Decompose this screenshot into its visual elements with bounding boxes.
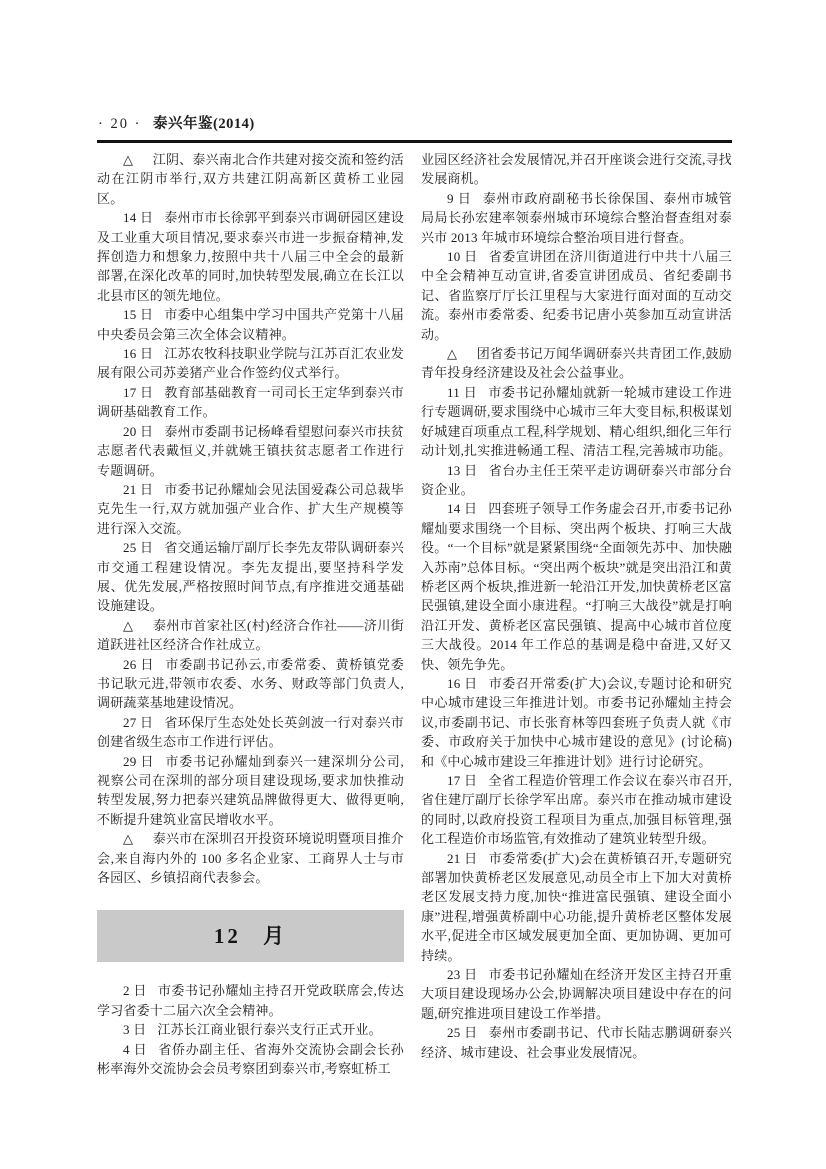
entry-text: 市委召开常委(扩大)会议,专题讨论和研究中心城市建设三年推进计划。市委书记孙耀灿主持会议,市委副书记、市长张育林等四套班子负责人就《市委、市政府关于加快中心城市建设的意见》(讨论稿)和《中心城市建设三年推进计划》进行讨论研究。 <box>421 675 732 769</box>
entry-text: 江苏长江商业银行泰兴支行正式开业。 <box>157 1022 382 1038</box>
entry-date: 25 日 <box>447 1025 478 1041</box>
entry-date: 20 日 <box>123 423 154 439</box>
chronicle-entry <box>97 1020 404 1039</box>
entry-date: 29 日 <box>123 753 155 769</box>
chronicle-entry <box>421 344 732 383</box>
chronicle-entry <box>421 771 732 849</box>
entry-text: 江阴、泰兴南北合作共建对接交流和签约活动在江阴市举行,双方共建江阴高新区黄桥工业园区。 <box>97 152 404 206</box>
entry-date: 16 日 <box>447 675 478 691</box>
chronicle-entry <box>97 616 404 655</box>
chronicle-entry <box>421 499 732 674</box>
chronicle-entry <box>97 344 404 383</box>
entry-text: 江苏农牧科技职业学院与江苏百汇农业发展有限公司苏姜猪产业合作签约仪式举行。 <box>97 346 404 381</box>
month-section-header <box>97 910 404 962</box>
header-rule <box>97 140 732 143</box>
entry-text: 教育部基础教育一司司长王定华到泰兴市调研基础教育工作。 <box>97 384 404 420</box>
entry-text: 省台办主任王荣平走访调研泰兴市部分台资企业。 <box>421 462 732 497</box>
entry-date: 17 日 <box>123 384 154 400</box>
entry-text: 市委中心组集中学习中国共产党第十八届中央委员会第三次全体会议精神。 <box>97 307 404 342</box>
entry-text: 泰州市委副书记杨峰看望慰问泰兴市扶贫志愿者代表戴恒义,并就姚王镇扶贫志愿者工作进行专题调研。 <box>97 423 404 478</box>
entry-text: 泰州市委副书记、代市长陆志鹏调研泰兴经济、城市建设、社会事业发展情况。 <box>421 1025 732 1060</box>
entry-date: △ <box>123 152 134 167</box>
entry-text: 泰州市政府副秘书长徐保国、泰州市城管局局长孙宏建率领泰州城市环境综合整治督查组对泰兴市 2013 年城市环境综合整治项目进行督查。 <box>421 190 732 245</box>
entry-date: 16 日 <box>123 346 154 362</box>
chronicle-entry <box>97 150 404 208</box>
entry-text: 省委宣讲团在济川街道进行中共十八届三中全会精神互动宣讲,省委宣讲团成员、省纪委副书记、省监察厅厅长江里程与大家进行面对面的互动交流。泰州市委常委、纪委书记唐小英参加互动宣讲活动。 <box>421 249 732 342</box>
book-title: 泰兴年鉴(2014) <box>153 116 255 132</box>
entry-date: 27 日 <box>123 714 154 730</box>
entry-text: 省交通运输厅副厅长李先友带队调研泰兴市交通工程建设情况。李先友提出,要坚持科学发展、优先发展,严格按照时间节点,有序推进交通基础设施建设。 <box>97 540 404 614</box>
entry-text: 市委常委(扩大)会在黄桥镇召开,专题研究部署加快黄桥老区发展意见,动员全市上下加大对黄桥老区发展支持力度,加快“推进富民强镇、建设全面小康”进程,增强黄桥副中心功能,提升黄桥老区整体发展水平,促进全市区域发展更加全面、更加协调、更加可持续。 <box>421 850 732 963</box>
chronicle-entry <box>97 422 404 480</box>
left-column <box>97 150 404 1078</box>
entry-text: 泰州市市长徐郭平到泰兴市调研园区建设及工业重大项目情况,要求泰兴市进一步振奋精神,发挥创造力和想象力,按照中共十八届三中全会的最新部署,在深化改革的同时,加快转型发展,确立在长江以北县市区的领先地位。 <box>97 210 404 303</box>
chronicle-entry <box>421 189 732 247</box>
entry-date: 14 日 <box>447 501 478 517</box>
chronicle-entry <box>421 247 732 344</box>
chronicle-entry <box>97 713 404 752</box>
chronicle-entry <box>97 829 404 887</box>
entry-date: 10 日 <box>447 249 478 265</box>
entry-text: 泰兴市在深圳召开投资环境说明暨项目推介会,来自海内外的 100 多名企业家、工商界人士与市各园区、乡镇招商代表参会。 <box>97 831 404 886</box>
chronicle-entry <box>97 655 404 713</box>
chronicle-entry <box>421 965 732 1023</box>
entry-date: 25 日 <box>123 540 154 556</box>
chronicle-entry <box>421 461 732 500</box>
entry-text: 市委书记孙耀灿到泰兴一建深圳分公司,视察公司在深圳的部分项目建设现场,要求加快推动转型发展,努力把泰兴建筑品牌做得更大、做得更响,不断提升建筑业富民增收水平。 <box>97 753 404 827</box>
entry-date: △ <box>123 831 134 847</box>
entry-date: △ <box>447 346 458 362</box>
chronicle-entry <box>97 981 404 1020</box>
entry-date: △ <box>123 617 134 633</box>
entry-text: 四套班子领导工作务虚会召开,市委书记孙耀灿要求围绕一个目标、突出两个板块、打响三大战役。“一个目标”就是紧紧围绕“全面领先苏中、加快融入苏南”总体目标。“突出两个板块”就是突出沿江和黄桥老区两个板块,推进新一轮沿江开发,加快黄桥老区富民强镇,建设全面小康进程。“打响三大战役”就是打响沿江开发、黄桥老区富民强镇、提高中心城市首位度三大战役。2014 年工作总的基调是稳中奋进,又好又快、领先争先。 <box>421 501 732 672</box>
entry-date: 13 日 <box>447 462 478 478</box>
chronicle-entry <box>421 849 732 965</box>
chronicle-entry <box>421 383 732 461</box>
entry-text: 全省工程造价管理工作会议在泰兴市召开,省住建厅副厅长徐学军出席。泰兴市在推动城市建设的同时,以政府投资工程项目为重点,加强目标管理,强化工程造价市场监管,有效推动了建筑业转型升级。 <box>421 773 732 847</box>
chronicle-entry <box>97 383 404 422</box>
chronicle-entry <box>421 674 732 771</box>
entry-date: 4 日 <box>123 1041 148 1057</box>
entry-text: 省环保厅生态处处长英剑波一行对泰兴市创建省级生态市工作进行评估。 <box>97 714 404 750</box>
entry-text: 市委书记孙耀灿主持召开党政联席会,传达学习省委十二届六次全会精神。 <box>97 983 404 1018</box>
entry-text: 市委书记孙耀灿会见法国爱森公司总裁毕克先生一行,双方就加强产业合作、扩大生产规模等进行深入交流。 <box>97 481 404 536</box>
entry-date: 21 日 <box>123 481 154 497</box>
entry-text: 市委副书记孙云,市委常委、黄桥镇党委书记耿元进,带领市农委、水务、财政等部门负责人,调研蔬菜基地建设情况。 <box>97 656 404 711</box>
chronicle-entry <box>97 480 404 538</box>
entry-text: 业园区经济社会发展情况,并召开座谈会进行交流,寻找发展商机。 <box>421 152 732 187</box>
chronicle-entry <box>97 1040 404 1079</box>
entry-date: 26 日 <box>123 656 155 672</box>
chronicle-entry <box>97 305 404 344</box>
chronicle-entry <box>97 752 404 830</box>
entry-date: 11 日 <box>447 384 478 400</box>
entry-date: 3 日 <box>123 1022 147 1038</box>
entry-text: 省侨办副主任、省海外交流协会副会长孙彬率海外交流协会会员考察团到泰兴市,考察虹桥工 <box>97 1041 404 1077</box>
entry-text: 泰州市首家社区(村)经济合作社——济川街道跃进社区经济合作社成立。 <box>97 617 404 653</box>
entry-date: 17 日 <box>447 773 478 788</box>
entry-date: 15 日 <box>123 307 154 323</box>
chronicle-entry <box>421 150 732 189</box>
entry-date: 9 日 <box>447 190 472 206</box>
entry-date: 21 日 <box>447 850 478 866</box>
page-header <box>98 114 732 134</box>
right-column <box>421 150 732 1062</box>
chronicle-entry <box>97 538 404 616</box>
entry-text: 市委书记孙耀灿就新一轮城市建设工作进行专题调研,要求围绕中心城市三年大变目标,积极谋划好城建百项重点工程,科学规划、精心组织,细化三年行动计划,扎实推进畅通工程、清洁工程,完善城市功能。 <box>421 384 732 459</box>
month-section-label: 12 月 <box>213 923 288 948</box>
entry-text: 团省委书记万闻华调研泰兴共青团工作,鼓励青年投身经济建设及社会公益事业。 <box>421 346 732 381</box>
entry-date: 2 日 <box>123 983 147 999</box>
entry-date: 23 日 <box>447 967 478 983</box>
entry-date: 14 日 <box>123 210 154 226</box>
entry-text: 市委书记孙耀灿在经济开发区主持召开重大项目建设现场办公会,协调解决项目建设中存在的问题,研究推进项目建设工作举措。 <box>421 967 732 1021</box>
page-number: · 20 · <box>98 116 142 132</box>
chronicle-entry <box>97 208 404 305</box>
chronicle-entry <box>421 1023 732 1062</box>
